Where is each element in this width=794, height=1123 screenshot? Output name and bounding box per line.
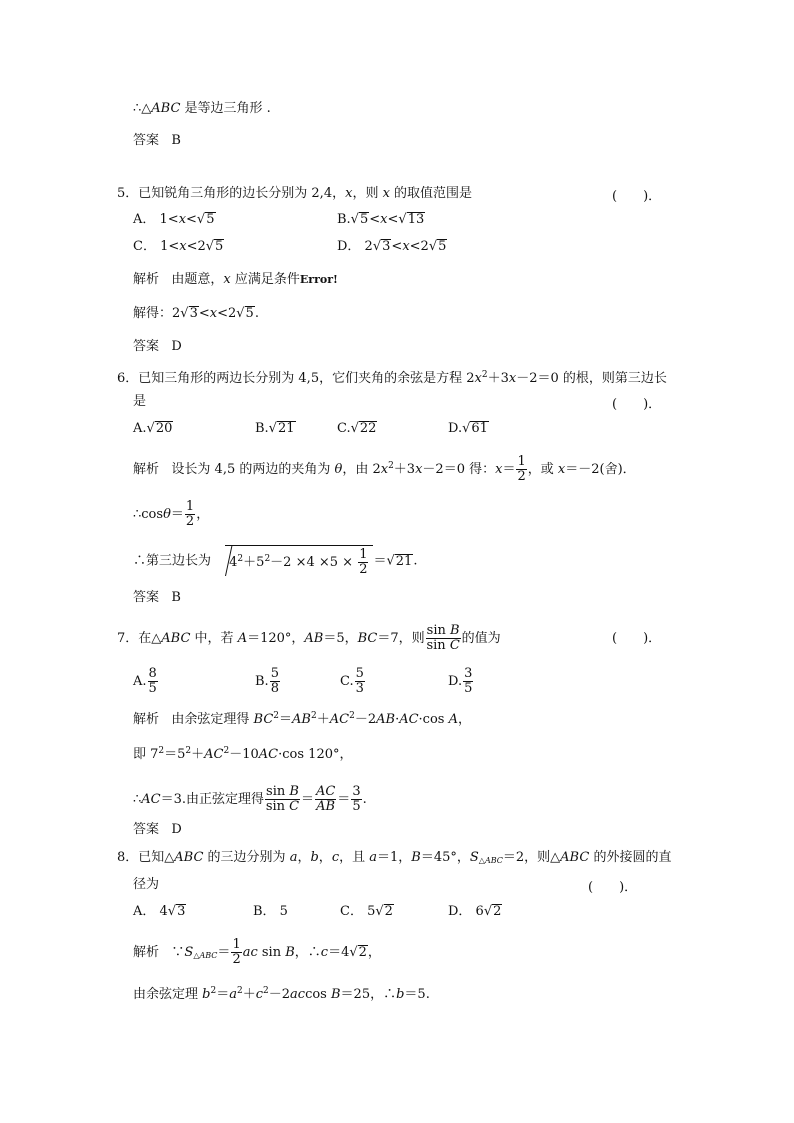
q5-stem: 5．已知锐角三角形的边长分别为 2,4，x，则 x 的取值范围是 bbox=[117, 186, 473, 201]
q7-stem: 7．在△ABC 中，若 A＝120°，AB＝5，BC＝7，则 $\frac{\text{sin B}}{\text{sin C}}$ 的值为 bbox=[117, 623, 501, 653]
q5-analysis: 解析 由题意，x 应满足条件Error! bbox=[133, 272, 338, 287]
q6-option-d: D.√61 bbox=[448, 421, 488, 436]
q5-option-a: A． 1<x<√5 bbox=[133, 212, 215, 227]
q7-line2: 即 $7^2=5^2+AC^2-10AC\cdot\cos$ 120°， bbox=[133, 746, 353, 762]
q7-option-d: D. $\frac{3}{5}$ bbox=[448, 666, 473, 696]
q8-option-b: B． 5 bbox=[253, 904, 288, 919]
q7-analysis: 解析 由余弦定理得 $BC^2=AB^2+AC^2-2AB\cdot AC\cdot\cos$ A， bbox=[133, 711, 471, 727]
q6-option-a: A.√20 bbox=[133, 421, 173, 436]
q8-line2: 由余弦定理 $b^2=a^2+c^2-2accos$ B＝25，∴b＝5. bbox=[133, 986, 430, 1002]
q5-error-text: Error! bbox=[299, 273, 338, 286]
q8-option-d: D． 6√2 bbox=[448, 904, 502, 919]
answer-value: B bbox=[171, 133, 181, 148]
q5-option-d: D． 2√3<x<2√5 bbox=[337, 239, 447, 254]
q8-stem-line1: 8．已知△ABC 的三边分别为 a，b，c，且 a＝1，B＝45°，$S_{\triangle ABC}=2$，则△ABC 的外接圆的直 bbox=[117, 850, 672, 865]
q8-analysis: 解析 $\because S_{\triangle ABC}=$ $\frac{1}{2}$ ac sin B，∴c＝4√2， bbox=[133, 937, 381, 967]
q5-blank: ( )． bbox=[612, 189, 662, 204]
answer-line bbox=[133, 132, 181, 150]
q7-option-b: B. $\frac{5}{8}$ bbox=[255, 666, 279, 696]
q6-answer: 答案 B bbox=[133, 590, 181, 605]
q8-blank: ( )． bbox=[588, 880, 638, 895]
q6-option-b: B.√21 bbox=[255, 421, 295, 436]
q7-line3: ∴AC＝3.由正弦定理得 $\frac{\text{sin B}}{\text{sin C}}$ ＝ $\frac{AC}{AB}$ ＝ $\frac{3}{5}$ . bbox=[133, 784, 367, 814]
q6-blank: ( )． bbox=[612, 397, 662, 412]
answer-label: 答案 bbox=[133, 133, 160, 148]
q7-blank: ( )． bbox=[612, 631, 662, 646]
q5-answer: 答案 D bbox=[133, 339, 182, 354]
conclusion-line: ∴△ABC 是等边三角形 . bbox=[133, 101, 271, 116]
q5-option-b: B.√5<x<√13 bbox=[337, 212, 425, 227]
q8-option-c: C． 5√2 bbox=[340, 904, 393, 919]
q7-option-c: C. $\frac{5}{3}$ bbox=[340, 666, 364, 696]
q7-option-a: A. $\frac{8}{5}$ bbox=[133, 666, 157, 696]
q6-third-side: ∴第三边长为 $4^2+5^2-2 \times 4 \times 5$ × $\frac{1}{2}$ ＝√21. bbox=[133, 547, 418, 577]
q6-stem-line2: 是 bbox=[133, 394, 147, 409]
q6-analysis: 解析 设长为 4,5 的两边的夹角为 θ，由 $2x^2+3x-2=0$ 得：x＝ $\frac{1}{2}$ ，或 x＝－2(舍)． bbox=[133, 454, 636, 484]
q6-cos-line: ∴cosθ＝ $\frac{1}{2}$ ， bbox=[133, 499, 210, 529]
q5-option-c: C． 1<x<2√5 bbox=[133, 239, 224, 254]
q7-answer: 答案 D bbox=[133, 822, 182, 837]
q5-solve: 解得：2√3<x<2√5. bbox=[133, 306, 259, 321]
q6-option-c: C.√22 bbox=[337, 421, 377, 436]
q8-stem-line2: 径为 bbox=[133, 877, 160, 892]
q8-option-a: A． 4√3 bbox=[133, 904, 186, 919]
q6-stem-line1: 6．已知三角形的两边长分别为 4,5，它们夹角的余弦是方程 $2x^2+3x-2=0$ 的根，则第三边长 bbox=[117, 370, 667, 386]
